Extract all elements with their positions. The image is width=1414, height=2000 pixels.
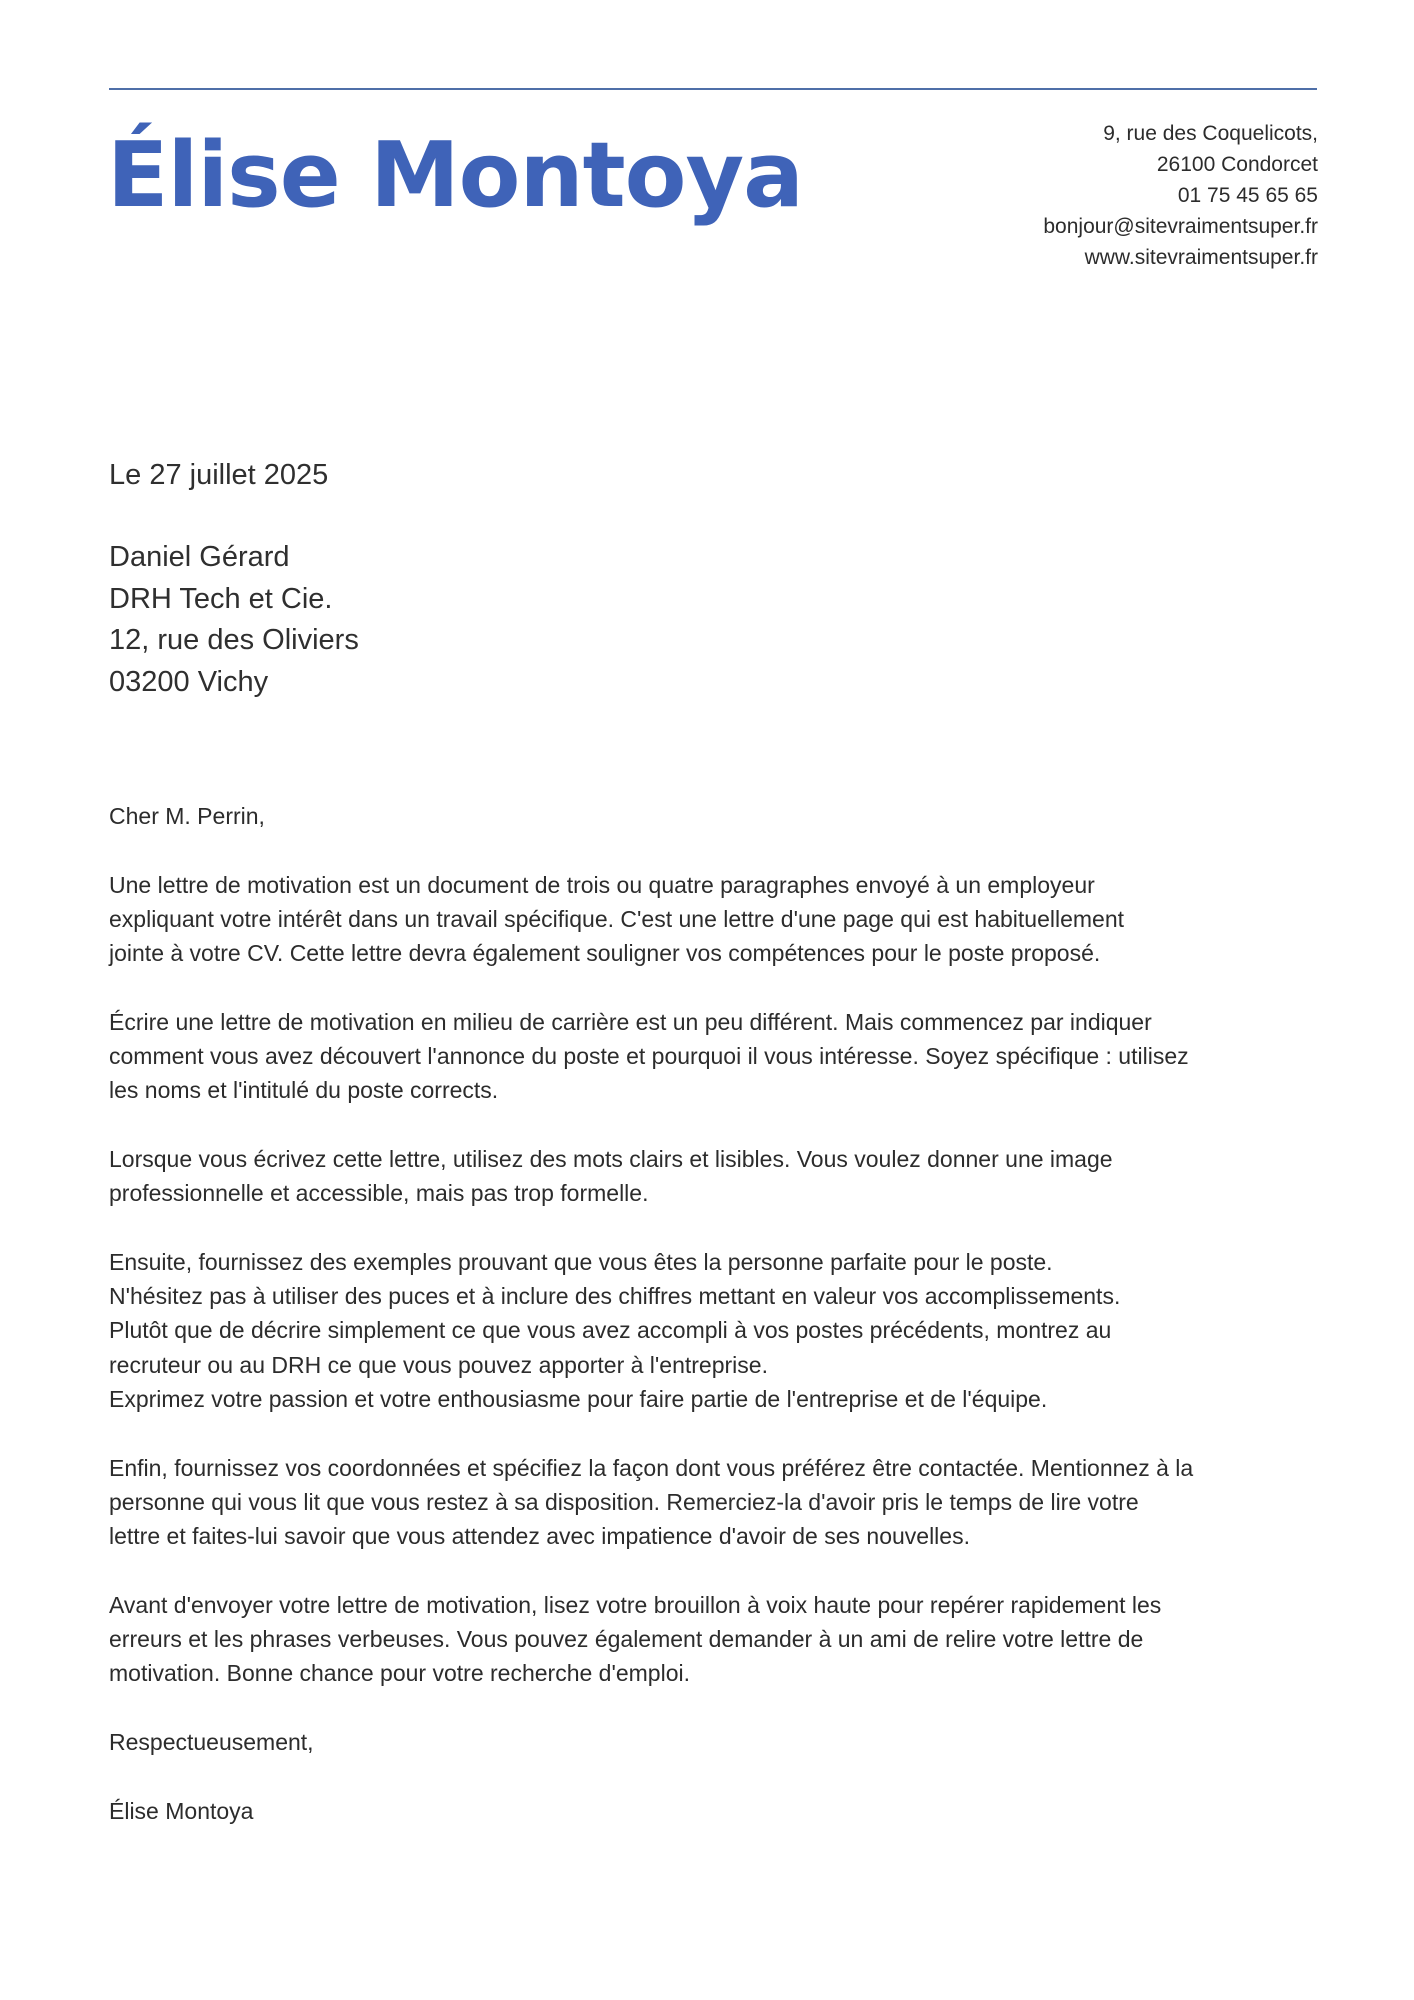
- body-paragraph-5: [109, 1451, 1321, 1554]
- body-paragraph-6: [109, 1588, 1321, 1691]
- sender-email: bonjour@sitevraimentsuper.fr: [1043, 215, 1318, 238]
- recipient-company: DRH Tech et Cie.: [109, 582, 333, 615]
- recipient-street: 12, rue des Oliviers: [109, 624, 359, 656]
- signature-text: Élise Montoya: [109, 1797, 254, 1824]
- sender-phone: 01 75 45 65 65: [1177, 184, 1318, 207]
- letter-date: Le 27 juillet 2025: [109, 459, 329, 491]
- body-paragraph-3: [109, 1142, 1321, 1211]
- body-line: Enfin, fournissez vos coordonnées et spécifiez la façon dont vous préférez être contactée. Mentionnez à la: [109, 1454, 1194, 1481]
- body-paragraph-1: [109, 868, 1321, 971]
- body-line: professionnelle et accessible, mais pas trop formelle.: [109, 1180, 649, 1207]
- body-paragraph-4: [109, 1245, 1321, 1416]
- body-line: Écrire une lettre de motivation en milieu de carrière est un peu différent. Mais commencez par indiquer: [109, 1008, 1152, 1035]
- signature: [109, 1794, 1321, 1828]
- sender-contact-block: [1043, 118, 1318, 273]
- letter-body: [109, 799, 1321, 1862]
- body-line: comment vous avez découvert l'annonce du poste et pourquoi il vous intéresse. Soyez spécifique : utilisez: [109, 1043, 1189, 1070]
- body-line: personne qui vous lit que vous restez à sa disposition. Remerciez-la d'avoir pris le temps de lire votre: [109, 1488, 1139, 1515]
- body-line: Ensuite, fournissez des exemples prouvant que vous êtes la personne parfaite pour le poste.: [109, 1248, 1053, 1275]
- body-line: motivation. Bonne chance pour votre recherche d'emploi.: [109, 1660, 690, 1687]
- body-line: erreurs et les phrases verbeuses. Vous pouvez également demander à un ami de relire votre lettre de: [109, 1626, 1144, 1653]
- sender-website: www.sitevraimentsuper.fr: [1084, 246, 1318, 269]
- body-line: Exprimez votre passion et votre enthousiasme pour faire partie de l'entreprise et de l'équipe.: [109, 1386, 1048, 1413]
- body-line: les noms et l'intitulé du poste corrects.: [109, 1077, 499, 1104]
- body-line: lettre et faites-lui savoir que vous attendez avec impatience d'avoir de ses nouvelles.: [109, 1523, 970, 1550]
- recipient-name: Daniel Gérard: [109, 541, 290, 573]
- recipient-block: [109, 537, 359, 703]
- sender-name: Élise Montoya: [107, 123, 803, 228]
- body-line: Avant d'envoyer votre lettre de motivation, lisez votre brouillon à voix haute pour repérer rapidement les: [109, 1591, 1162, 1618]
- sender-address-line2: 26100 Condorcet: [1156, 153, 1318, 176]
- body-line: expliquant votre intérêt dans un travail spécifique. C'est une lettre d'une page qui est habituellement: [109, 905, 1125, 932]
- salutation: [109, 799, 1321, 833]
- sender-address-line1: 9, rue des Coquelicots,: [1103, 122, 1318, 145]
- body-line: Une lettre de motivation est un document de trois ou quatre paragraphes envoyé à un employeur: [109, 871, 1095, 898]
- salutation-text: Cher M. Perrin,: [109, 803, 265, 829]
- body-paragraph-2: [109, 1005, 1321, 1108]
- body-line: recruteur ou au DRH ce que vous pouvez apporter à l'entreprise.: [109, 1351, 768, 1378]
- closing: [109, 1725, 1321, 1759]
- closing-text: Respectueusement,: [109, 1729, 314, 1756]
- body-line: N'hésitez pas à utiliser des puces et à inclure des chiffres mettant en valeur vos accomplissements.: [109, 1283, 1121, 1310]
- body-line: jointe à votre CV. Cette lettre devra également souligner vos compétences pour le poste proposé.: [109, 940, 1101, 967]
- recipient-city: 03200 Vichy: [109, 665, 269, 698]
- body-line: Plutôt que de décrire simplement ce que vous avez accompli à vos postes précédents, montrez au: [109, 1317, 1112, 1344]
- header-divider: [109, 88, 1317, 90]
- body-line: Lorsque vous écrivez cette lettre, utilisez des mots clairs et lisibles. Vous voulez donner une image: [109, 1145, 1113, 1172]
